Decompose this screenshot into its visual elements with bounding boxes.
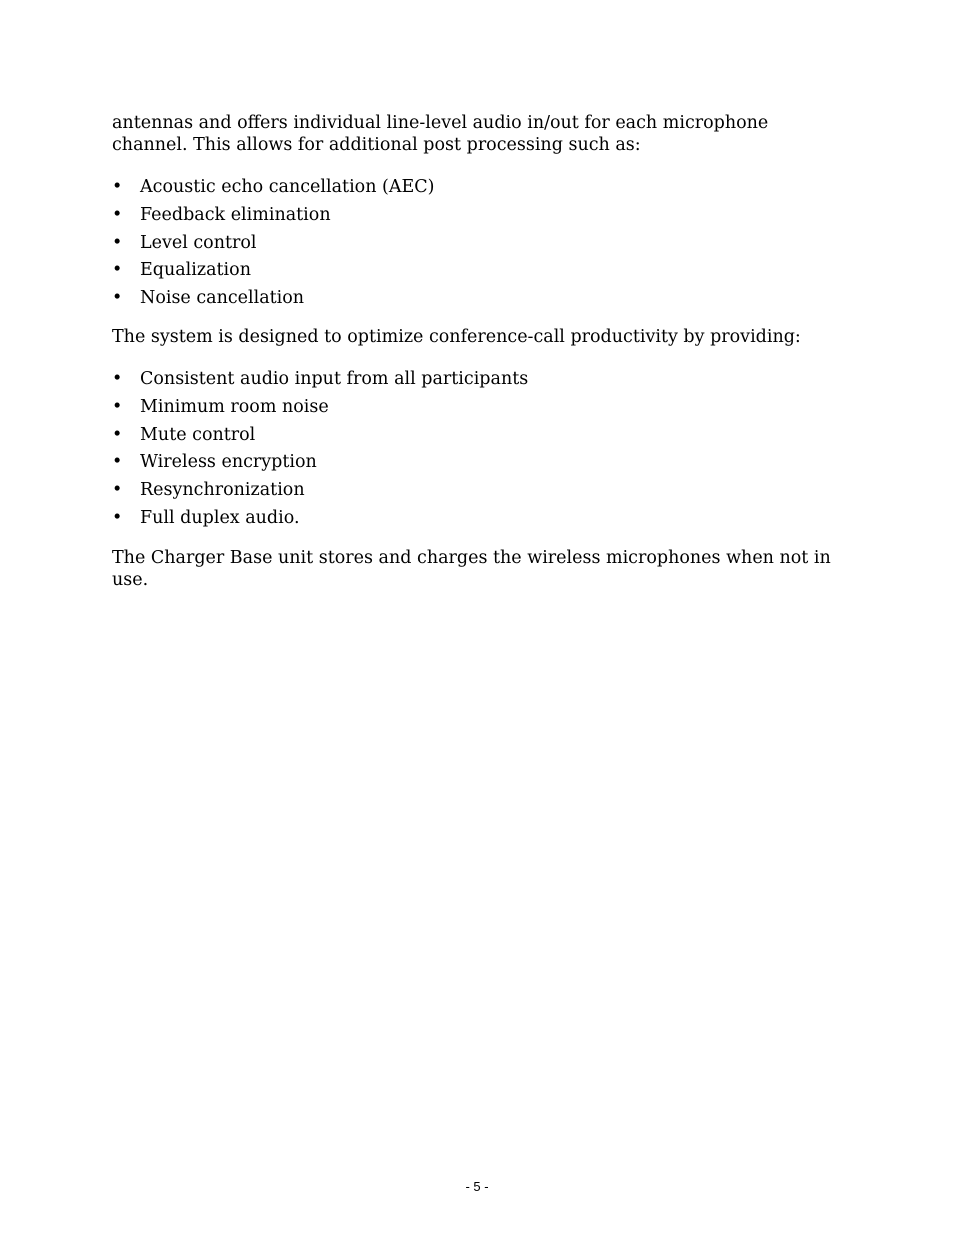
intro-paragraph: antennas and offers individual line-level audio in/out for each microphone channel. This allows for additional post processing such as: bbox=[112, 113, 769, 155]
bullet-icon: • bbox=[112, 396, 123, 417]
list-item bbox=[112, 176, 842, 204]
bullet-icon: • bbox=[112, 368, 123, 389]
list-item bbox=[112, 479, 842, 507]
list-item-text: Equalization bbox=[140, 260, 251, 281]
list-item-text: Level control bbox=[140, 232, 257, 253]
bullet-icon: • bbox=[112, 177, 123, 197]
post-processing-list bbox=[112, 176, 842, 315]
bullet-icon: • bbox=[112, 507, 123, 528]
bullet-icon: • bbox=[112, 204, 123, 225]
list-item bbox=[112, 368, 842, 396]
list-item bbox=[112, 507, 842, 535]
bullet-icon: • bbox=[112, 288, 123, 309]
list-item bbox=[112, 232, 842, 260]
document-body bbox=[112, 112, 842, 591]
system-paragraph: The system is designed to optimize conference-call productivity by providing: bbox=[112, 326, 801, 347]
list-item-text: Full duplex audio. bbox=[140, 507, 300, 528]
bullet-icon: • bbox=[112, 424, 123, 445]
list-item bbox=[112, 287, 842, 315]
list-item-text: Consistent audio input from all participants bbox=[140, 368, 529, 389]
list-item-text: Mute control bbox=[140, 424, 256, 445]
list-item-text: Noise cancellation bbox=[140, 288, 305, 309]
productivity-list bbox=[112, 368, 842, 535]
bullet-icon: • bbox=[112, 480, 123, 501]
bullet-icon: • bbox=[112, 260, 123, 281]
charger-paragraph: The Charger Base unit stores and charges the wireless microphones when not in use. bbox=[112, 547, 831, 590]
list-item-text: Acoustic echo cancellation (AEC) bbox=[140, 177, 435, 197]
list-item-text: Resynchronization bbox=[140, 480, 305, 501]
list-item-text: Feedback elimination bbox=[140, 204, 331, 225]
bullet-icon: • bbox=[112, 232, 123, 253]
list-item bbox=[112, 204, 842, 232]
bullet-icon: • bbox=[112, 452, 123, 473]
list-item bbox=[112, 424, 842, 452]
list-item bbox=[112, 396, 842, 424]
list-item-text: Wireless encryption bbox=[140, 452, 317, 473]
list-item-text: Minimum room noise bbox=[140, 396, 329, 417]
page-number: - 5 - bbox=[465, 1179, 489, 1194]
list-item bbox=[112, 259, 842, 287]
list-item bbox=[112, 451, 842, 479]
